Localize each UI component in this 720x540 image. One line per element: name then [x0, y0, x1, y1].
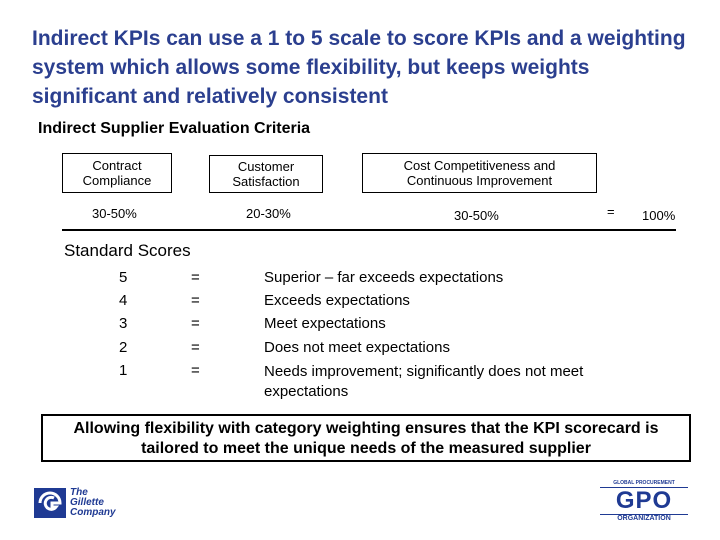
slide-title: Indirect KPIs can use a 1 to 5 scale to score KPIs and a weighting system which allows some flexibility, but keeps weights significant and relatively consistent — [32, 27, 686, 108]
gillette-logo — [34, 488, 116, 518]
criteria-box-contract-compliance — [62, 153, 172, 193]
logo-text-line: The — [70, 487, 88, 498]
criteria-box-customer-satisfaction — [209, 155, 323, 193]
score-description: Meet expectations — [264, 315, 386, 332]
score-value: 2 — [119, 339, 128, 356]
score-description: Does not meet expectations — [264, 339, 450, 356]
logo-text-line: Gillette — [70, 497, 104, 508]
criteria-box-cost-competitiveness — [362, 153, 597, 193]
gpo-logo-bottom: ORGANIZATION — [600, 514, 688, 522]
criteria-weight-cost: 30-50% — [454, 208, 499, 223]
callout-box: Allowing flexibility with category weighting ensures that the KPI scorecard is tailored to meet the unique needs of the measured supplier — [41, 414, 691, 462]
score-description: Superior – far exceeds expectations — [264, 269, 504, 286]
score-equals: = — [191, 315, 200, 332]
score-equals: = — [191, 292, 200, 309]
criteria-label: Cost Competitiveness and Continuous Improvement — [403, 158, 556, 188]
score-value: 1 — [119, 362, 128, 379]
section-subtitle: Indirect Supplier Evaluation Criteria — [38, 120, 311, 137]
criteria-label: Contract Compliance — [82, 158, 152, 188]
score-equals: = — [191, 362, 200, 379]
total-value: 100% — [642, 208, 676, 223]
criteria-weight-customer: 20-30% — [246, 206, 291, 221]
criteria-label: Customer Satisfaction — [232, 159, 300, 189]
gillette-logo-icon — [34, 488, 66, 518]
score-value: 4 — [119, 292, 128, 309]
gpo-logo — [600, 480, 688, 522]
score-value: 5 — [119, 269, 128, 286]
gpo-logo-top: GLOBAL PROCUREMENT — [600, 480, 688, 488]
score-value: 3 — [119, 315, 128, 332]
score-equals: = — [191, 339, 200, 356]
logo-text-line: Company — [70, 507, 116, 518]
score-description: Needs improvement; significantly does not meet expectations — [264, 363, 584, 400]
standard-scores-heading: Standard Scores — [64, 241, 191, 260]
divider-line — [62, 229, 676, 231]
criteria-weight-contract: 30-50% — [92, 206, 137, 221]
score-equals: = — [191, 269, 200, 286]
gpo-logo-mark: GPO — [615, 487, 673, 514]
score-description: Exceeds expectations — [264, 292, 410, 309]
total-equals: = — [607, 204, 615, 219]
